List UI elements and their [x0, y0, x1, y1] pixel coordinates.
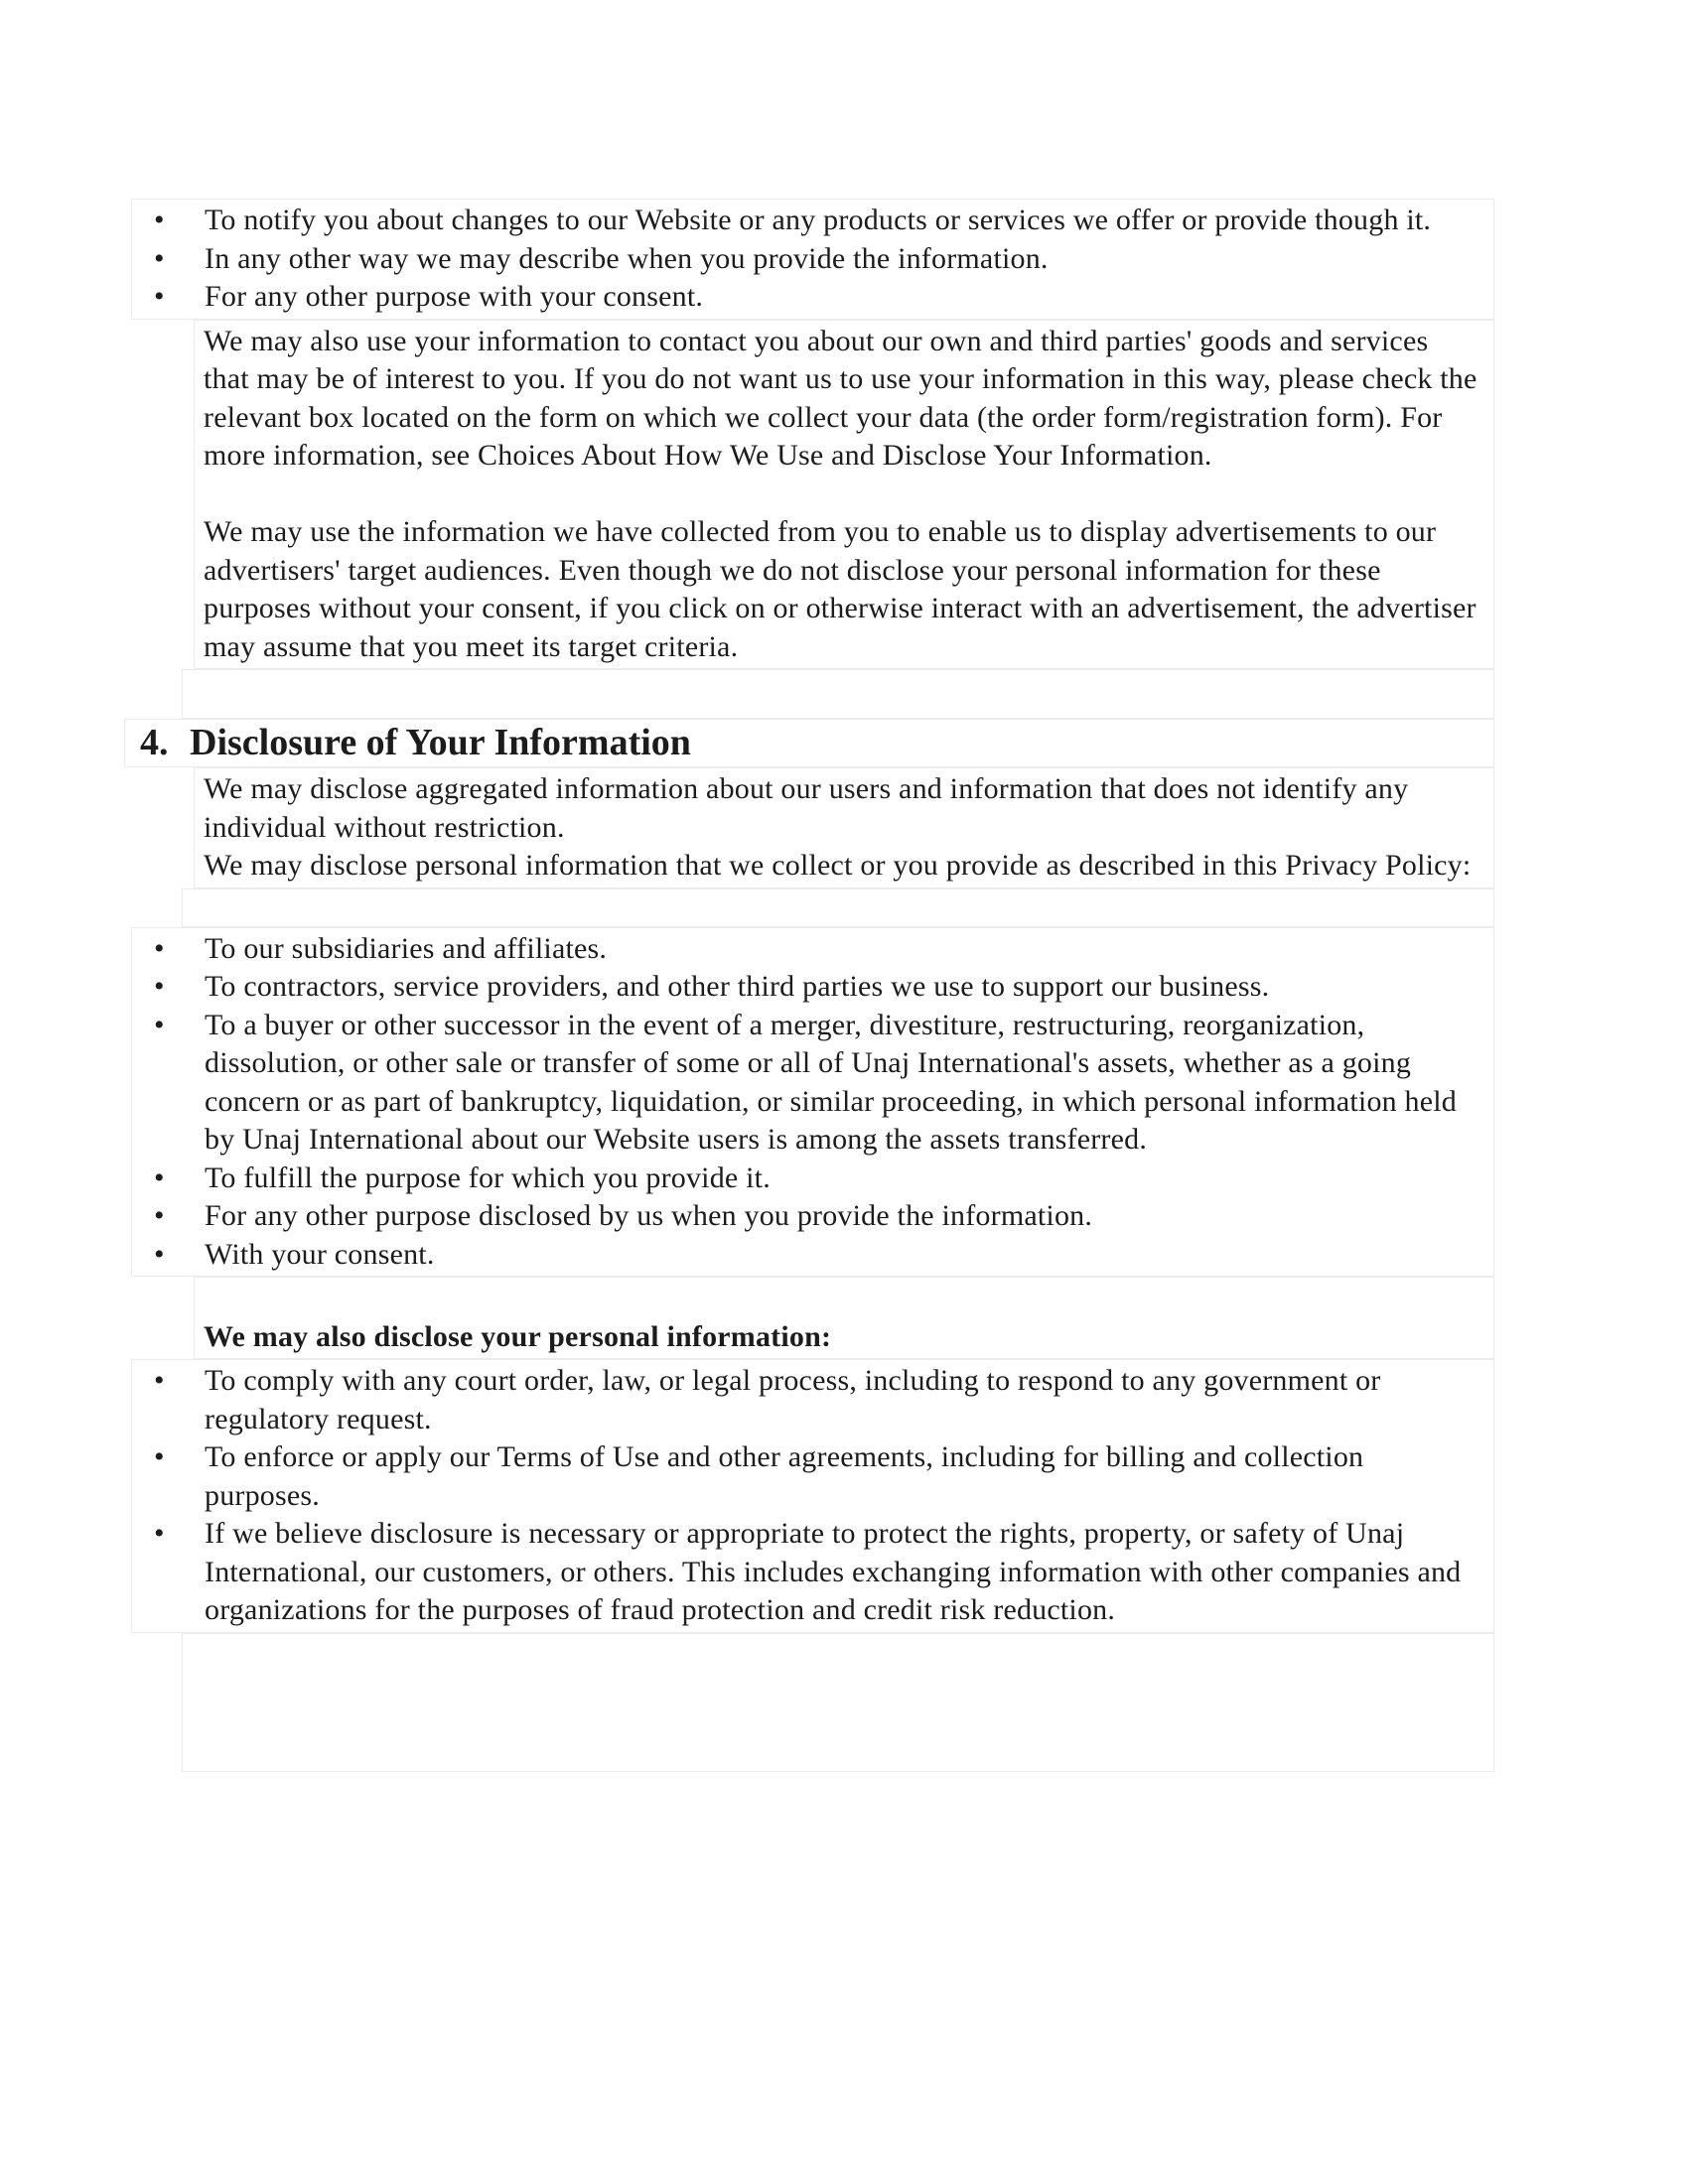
- list-item-text: If we believe disclosure is necessary or appropriate to protect the rights, property, or safety of Unaj International, our customers, or others. This includes exchanging information with other companies and organizations for the purposes of fraud protection and credit risk reduction.: [205, 1517, 1462, 1626]
- bullet-icon: •: [154, 280, 165, 313]
- list-item: [132, 968, 1481, 1007]
- bold-subheading: We may also disclose your personal information:: [204, 1319, 832, 1353]
- list-item-text: With your consent.: [205, 1237, 435, 1271]
- legal-disclosure-list: [131, 1359, 1494, 1633]
- bullet-icon: •: [154, 970, 165, 1003]
- list-item: [132, 1438, 1481, 1515]
- list-item-text: In any other way we may describe when you provide the information.: [205, 241, 1049, 275]
- bullet-icon: •: [154, 1008, 165, 1041]
- marketing-use-paragraphs: [194, 320, 1494, 670]
- spacer-large: [182, 1633, 1494, 1772]
- paragraph: We may also use your information to contact you about our own and third parties' goods and services that may be of interest to you. If you do not want us to use your information in this way, please check the relevant box located on the form on which we collect your data (the order form/registration form). For more information, see Choices About How We Use and Disclose Your Information.: [204, 324, 1477, 472]
- list-item: [132, 1362, 1481, 1438]
- paragraph: We may disclose personal information that we collect or you provide as described in this Privacy Policy:: [204, 849, 1472, 882]
- list-item-text: For any other purpose with your consent.: [205, 280, 704, 313]
- bullet-icon: •: [154, 931, 165, 965]
- section-4-heading: [124, 719, 1494, 767]
- bullet-icon: •: [154, 1440, 165, 1473]
- list-item-text: To contractors, service providers, and other third parties we use to support our business.: [205, 970, 1270, 1003]
- bullet-icon: •: [154, 1199, 165, 1232]
- bullet-list: [132, 1362, 1481, 1630]
- paragraph: We may use the information we have collected from you to enable us to display advertisements to our advertisers' target audiences. Even though we do not disclose your personal information for these purposes without your consent, if you click on or otherwise interact with an advertisement, the advertiser may assume that you meet its target criteria.: [204, 515, 1477, 663]
- list-item-text: To enforce or apply our Terms of Use and other agreements, including for billing and collection purposes.: [205, 1440, 1364, 1512]
- blank-line: [204, 476, 1477, 514]
- bullet-list: [132, 930, 1481, 1275]
- also-disclose-subheading: [194, 1277, 1494, 1359]
- list-item: [132, 1007, 1481, 1160]
- disclosure-intro-paragraphs: [194, 767, 1494, 888]
- list-item: [132, 930, 1481, 969]
- list-item-text: For any other purpose disclosed by us when you provide the information.: [205, 1199, 1093, 1232]
- bullet-icon: •: [154, 1364, 165, 1397]
- spacer-small: [182, 669, 1494, 719]
- blank-line: [204, 1280, 1477, 1318]
- list-item-text: To comply with any court order, law, or legal process, including to respond to any government or regulatory request.: [205, 1364, 1381, 1435]
- spacer-tiny: [182, 888, 1494, 927]
- list-item: [132, 1197, 1481, 1236]
- bullet-icon: •: [154, 1160, 165, 1194]
- bullet-icon: •: [154, 241, 165, 275]
- list-item-text: To fulfill the purpose for which you provide it.: [205, 1160, 771, 1194]
- disclosure-recipients-list: [131, 927, 1494, 1278]
- section-number: 4.: [140, 722, 169, 763]
- bullet-icon: •: [154, 1517, 165, 1550]
- list-item: [132, 1515, 1481, 1630]
- list-item: [132, 1160, 1481, 1198]
- section-heading-text: Disclosure of Your Information: [190, 722, 691, 763]
- paragraph: We may disclose aggregated information about our users and information that does not identify any individual without restriction.: [204, 772, 1409, 844]
- bullet-icon: •: [154, 204, 165, 236]
- list-item: [132, 240, 1481, 279]
- bullet-icon: •: [154, 1237, 165, 1271]
- list-item-text: To notify you about changes to our Website or any products or services we offer or provide though it.: [205, 204, 1432, 236]
- bullet-list: [132, 202, 1481, 317]
- list-item: [132, 278, 1481, 317]
- list-item-text: To our subsidiaries and affiliates.: [205, 931, 608, 965]
- list-item: [132, 1236, 1481, 1275]
- list-item: [132, 202, 1481, 240]
- list-item-text: To a buyer or other successor in the event of a merger, divestiture, restructuring, reorganization, dissolution, or other sale or transfer of some or all of Unaj International's assets, whether as a going concern or as part of bankruptcy, liquidation, or similar proceeding, in which personal information held by Unaj International about our Website users is among the assets transferred.: [205, 1008, 1457, 1156]
- usage-purposes-list: [131, 199, 1494, 320]
